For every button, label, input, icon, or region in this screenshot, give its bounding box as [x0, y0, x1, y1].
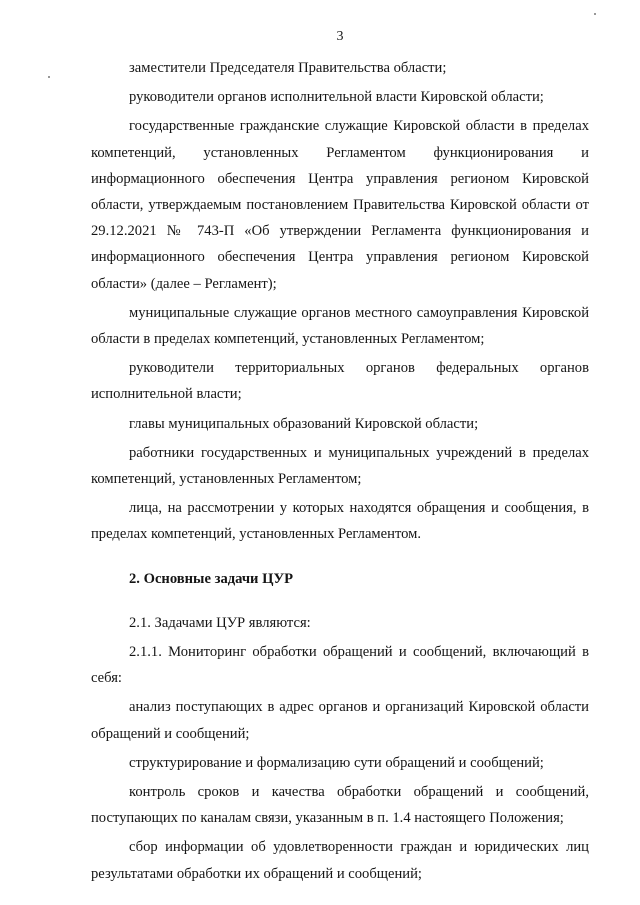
scan-speck — [594, 13, 596, 15]
paragraph: государственные гражданские служащие Кировской области в пределах компетенций, установленных Регламентом функционирования и информационного обеспечения Центра управления регионом Кировской области, утверждаемым постановлением Правительства Кировской области от 29.12.2021 № 743-П «Об утверждении Регламента функционирования и информационного обеспечения Центра управления регионом Кировской области» (далее – Регламент); — [91, 118, 589, 292]
paragraph: лица, на рассмотрении у которых находятся обращения и сообщения, в пределах компетенций, установленных Регламентом. — [91, 500, 589, 543]
paragraph: руководители территориальных органов федеральных органов исполнительной власти; — [91, 360, 589, 403]
scan-speck — [48, 76, 50, 78]
paragraph: главы муниципальных образований Кировской области; — [129, 415, 479, 432]
document-body — [91, 55, 589, 890]
paragraph: работники государственных и муниципальных учреждений в пределах компетенций, установленных Регламентом; — [91, 444, 589, 488]
paragraph: руководители органов исполнительной власти Кировской области; — [129, 89, 544, 106]
section-heading: 2. Основные задачи ЦУР — [129, 570, 294, 587]
paragraph: муниципальные служащие органов местного самоуправления Кировской области в пределах компетенций, установленных Регламентом; — [91, 304, 589, 348]
paragraph: сбор информации об удовлетворенности граждан и юридических лиц результатами обработки их обращений и сообщений; — [91, 839, 589, 882]
page-number: 3 — [336, 29, 344, 44]
paragraph: структурирование и формализацию сути обращений и сообщений; — [129, 754, 544, 771]
paragraph: 2.1.1. Мониторинг обработки обращений и сообщений, включающий в себя: — [91, 644, 589, 687]
paragraph: анализ поступающих в адрес органов и организаций Кировской области обращений и сообщений; — [91, 699, 589, 742]
paragraph: 2.1. Задачами ЦУР являются: — [129, 614, 311, 631]
paragraph: заместители Председателя Правительства области; — [129, 60, 447, 76]
paragraph: контроль сроков и качества обработки обращений и сообщений, поступающих по каналам связи, указанным в п. 1.4 настоящего Положения; — [91, 784, 589, 827]
